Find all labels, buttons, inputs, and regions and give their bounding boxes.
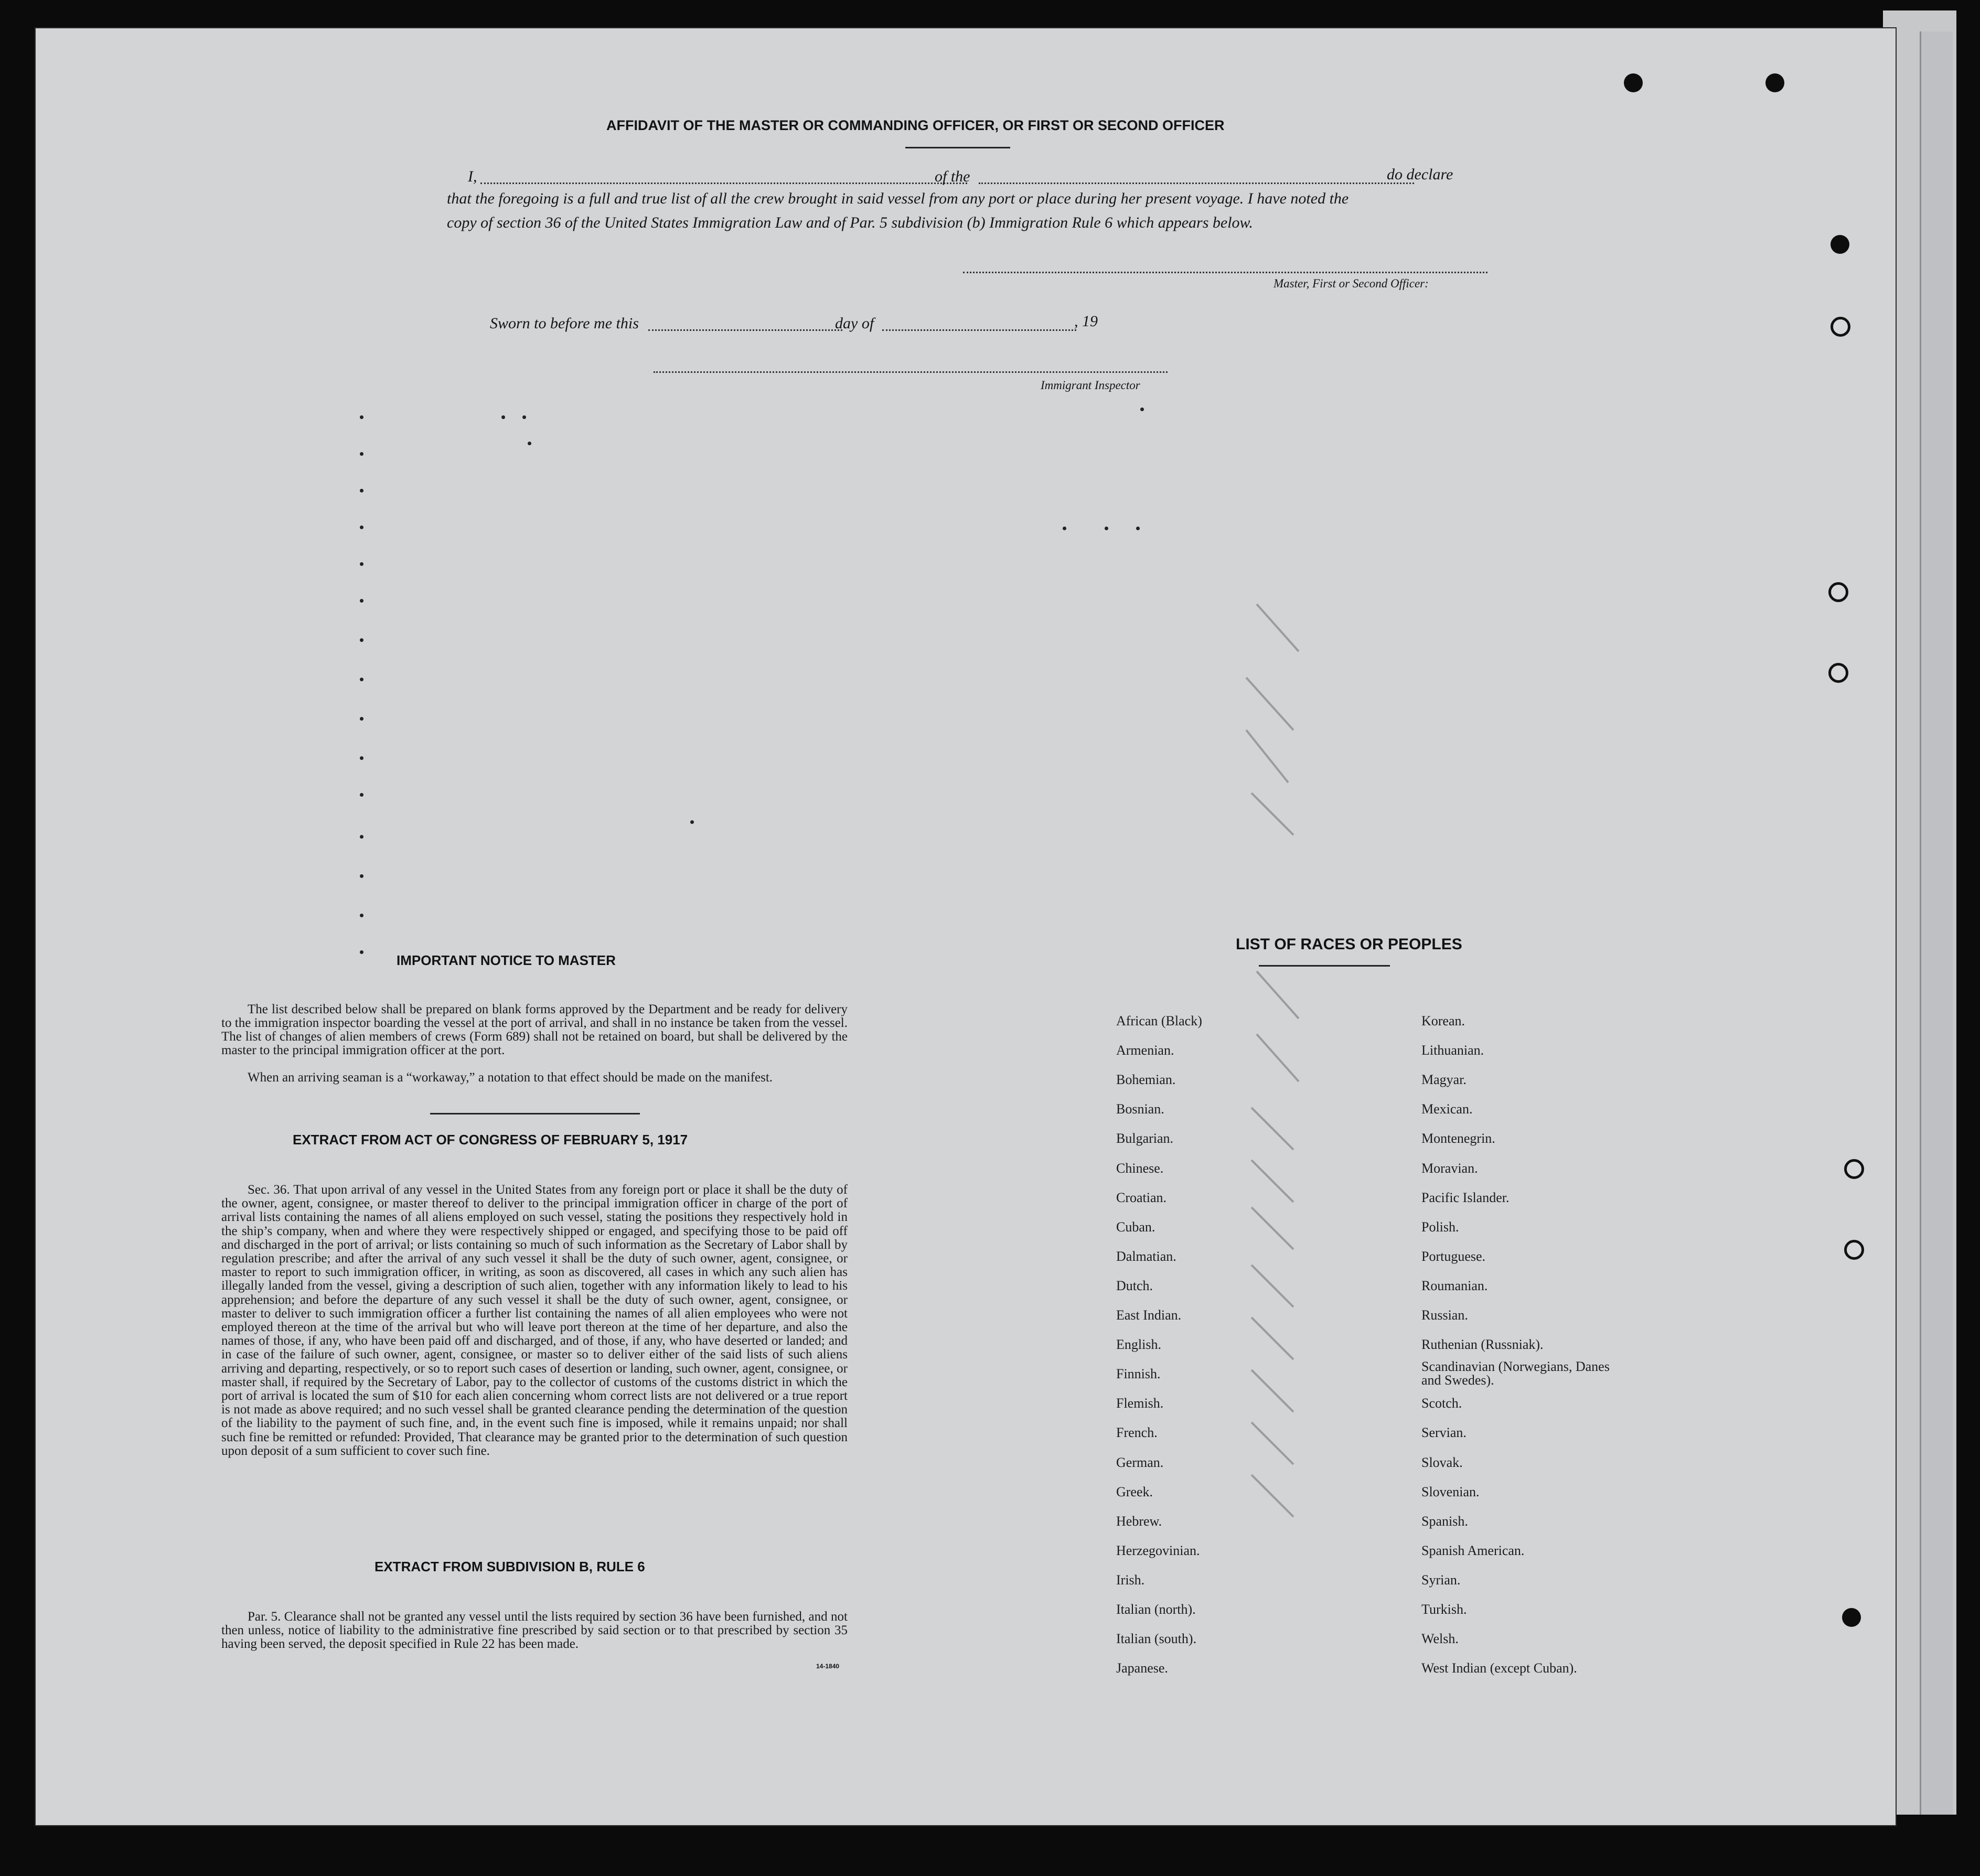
race-item: Pacific Islander.	[1421, 1190, 1510, 1205]
act-title: EXTRACT FROM ACT OF CONGRESS OF FEBRUARY 5, 1917	[293, 1132, 688, 1148]
race-item: Dalmatian.	[1116, 1249, 1176, 1264]
bleed-mark	[360, 599, 363, 603]
race-item: Montenegrin.	[1421, 1131, 1495, 1146]
binder-hole	[1765, 73, 1784, 92]
sworn-end: , 19	[1074, 313, 1098, 330]
race-item: Cuban.	[1116, 1219, 1155, 1235]
race-item: Hebrew.	[1116, 1514, 1162, 1529]
bleed-mark	[501, 415, 505, 419]
document-page	[35, 27, 1897, 1826]
race-item: Mexican.	[1421, 1101, 1473, 1117]
form-number: 14-1840	[816, 1663, 840, 1670]
bleed-mark	[360, 874, 363, 878]
race-item: Syrian.	[1421, 1572, 1461, 1588]
affidavit-line1-end: do declare	[1387, 166, 1453, 183]
bleed-mark	[1136, 527, 1140, 530]
sworn-mid: day of	[835, 315, 874, 332]
race-item: Servian.	[1421, 1425, 1467, 1440]
bleed-mark	[360, 835, 363, 839]
bleed-mark	[360, 452, 363, 456]
race-item: Moravian.	[1421, 1161, 1478, 1176]
bleed-mark	[1105, 527, 1108, 530]
bleed-mark	[360, 793, 363, 797]
race-item: Welsh.	[1421, 1631, 1459, 1646]
race-item: Bosnian.	[1116, 1101, 1164, 1117]
notice-title: IMPORTANT NOTICE TO MASTER	[397, 952, 616, 968]
signature-label: Master, First or Second Officer:	[1273, 277, 1429, 290]
signature-line[interactable]	[963, 272, 1487, 273]
race-item: Italian (south).	[1116, 1631, 1197, 1646]
binder-hole	[1842, 1608, 1861, 1627]
race-item: Korean.	[1421, 1013, 1465, 1028]
race-item: Flemish.	[1116, 1396, 1164, 1411]
race-item: Greek.	[1116, 1484, 1153, 1499]
vessel-name-field[interactable]	[979, 183, 1414, 184]
race-item: English.	[1116, 1337, 1161, 1352]
binder-hole	[1624, 73, 1643, 92]
race-item: Spanish.	[1421, 1514, 1468, 1529]
race-item: Italian (north).	[1116, 1602, 1196, 1617]
race-item: Irish.	[1116, 1572, 1145, 1588]
race-item: Polish.	[1421, 1219, 1459, 1235]
binder-hole	[1844, 1240, 1864, 1260]
race-item: Herzegovinian.	[1116, 1543, 1200, 1558]
notice-para2: When an arriving seaman is a “workaway,” a notation to that effect should be made on the manifest.	[248, 1070, 773, 1085]
race-item: Dutch.	[1116, 1278, 1153, 1293]
bleed-mark	[360, 678, 363, 681]
affidavit-line3: copy of section 36 of the United States Immigration Law and of Par. 5 subdivision (b) Immigration Rule 6 which appears below.	[447, 214, 1253, 231]
race-item: French.	[1116, 1425, 1158, 1440]
underlying-page-edge-inner	[1920, 31, 1953, 1815]
race-item: Chinese.	[1116, 1161, 1164, 1176]
bleed-mark	[360, 489, 363, 492]
race-item: Spanish American.	[1421, 1543, 1525, 1558]
races-title: LIST OF RACES OR PEOPLES	[1236, 936, 1462, 953]
bleed-mark	[360, 562, 363, 566]
race-item: West Indian (except Cuban).	[1421, 1660, 1577, 1676]
binder-hole	[1831, 317, 1850, 337]
bleed-mark	[360, 914, 363, 917]
race-item: Bulgarian.	[1116, 1131, 1174, 1146]
binder-hole	[1844, 1159, 1864, 1179]
race-item: Slovenian.	[1421, 1484, 1480, 1499]
bleed-mark	[690, 820, 694, 824]
affidavit-line1-mid: of the	[935, 168, 970, 185]
race-item: Bohemian.	[1116, 1072, 1176, 1087]
bleed-mark	[360, 756, 363, 760]
race-item: German.	[1116, 1455, 1164, 1470]
race-item: Portuguese.	[1421, 1249, 1486, 1264]
rule6-text: Par. 5. Clearance shall not be granted any vessel until the lists required by section 36 have been furnished, and not then unless, notice of liability to the administrative fine prescribed by said section or to that prescribed by section 35 having been served, the deposit specified in Rule 22 has been made.	[221, 1610, 848, 1651]
race-item: Slovak.	[1421, 1455, 1463, 1470]
bleed-mark	[1140, 408, 1144, 411]
pencil-strokes	[1236, 594, 1320, 1601]
sworn-month-field[interactable]	[882, 329, 1076, 331]
affidavit-line1-start: I,	[468, 168, 477, 185]
race-item: Ruthenian (Russniak).	[1421, 1337, 1544, 1352]
affidavit-title-rule	[905, 147, 1010, 148]
act-text: Sec. 36. That upon arrival of any vessel in the United States from any foreign port or place it shall be the duty of the owner, agent, consignee, or master thereof to deliver to the principal immigration officer in charge of the port of arrival lists containing the names of all aliens employed on such vessel, stating the positions they respectively hold in the ship’s company, when and where they were respectively shipped or engaged, and specifying those to be paid off and discharged in the port of arrival; or lists containing so much of such information as the Secretary of Labor shall by regulation prescribe; and after the arrival of any such vessel it shall be the duty of such owner, agent, consignee, or master to report to such immigration officer, in writing, as soon as discovered, all cases in which any such alien has illegally landed from the vessel, giving a description of such alien, together with any information likely to lead to his apprehension; and before the departure of any such vessel it shall be the duty of such owner, agent, consignee, or master to deliver to such immigration officer a further list containing the names of all alien employees who were not employed thereon at the time of the arrival but who will leave port thereon at the time of her departure, and also the names of those, if any, who have been paid off and discharged, and of those, if any, who have deserted or landed; and in case of the failure of such owner, agent, consignee, or master so to deliver either of the said lists of such aliens arriving and departing, respectively, or so to report such cases of desertion or landing, such owner, agent, consignee, or master shall, if required by the Secretary of Labor, pay to the collector of customs of the customs district in which the port of arrival is located the sum of $10 for each alien concerning whom correct lists are not delivered or a true report is not made as above required; and no such vessel shall be granted clearance pending the determination of the question of the liability to the payment of such fine, and, in the event such fine is imposed, while it remains unpaid; nor shall such fine be remitted or refunded: Provided, That clearance may be granted prior to the determination of such question upon deposit of a sum sufficient to cover such fine.	[221, 1183, 848, 1458]
bleed-mark	[522, 415, 526, 419]
sworn-day-field[interactable]	[648, 329, 842, 331]
bleed-mark	[360, 638, 363, 642]
master-name-field[interactable]	[480, 183, 967, 184]
race-item: Turkish.	[1421, 1602, 1467, 1617]
bleed-mark	[360, 526, 363, 529]
notice-para1: The list described below shall be prepared on blank forms approved by the Department and be ready for delivery to the immigration inspector boarding the vessel at the port of arrival, and shall in no instance be taken from the vessel. The list of changes of alien members of crews (Form 689) shall not be retained on board, but shall be delivered by the master to the principal immigration officer at the port.	[221, 1002, 848, 1057]
inspector-label: Immigrant Inspector	[1041, 379, 1140, 392]
binder-hole	[1828, 663, 1848, 683]
inspector-signature-line[interactable]	[654, 371, 1168, 373]
bleed-mark	[360, 717, 363, 721]
affidavit-title: AFFIDAVIT OF THE MASTER OR COMMANDING OFFICER, OR FIRST OR SECOND OFFICER	[606, 117, 1225, 133]
race-item: Scotch.	[1421, 1396, 1462, 1411]
rule6-title: EXTRACT FROM SUBDIVISION B, RULE 6	[374, 1559, 645, 1574]
notice-divider	[430, 1113, 640, 1114]
race-item: Russian.	[1421, 1307, 1468, 1323]
binder-hole	[1831, 235, 1849, 254]
race-item: Finnish.	[1116, 1366, 1161, 1381]
race-item: Japanese.	[1116, 1660, 1168, 1676]
binder-hole	[1828, 582, 1848, 602]
race-item: African (Black)	[1116, 1013, 1202, 1028]
race-item: Armenian.	[1116, 1043, 1174, 1058]
bleed-mark	[1063, 527, 1066, 530]
race-item: Croatian.	[1116, 1190, 1167, 1205]
affidavit-line2: that the foregoing is a full and true list of all the crew brought in said vessel from any port or place during her present voyage. I have noted the	[447, 190, 1349, 207]
sworn-start: Sworn to before me this	[490, 315, 639, 332]
race-item: Roumanian.	[1421, 1278, 1488, 1293]
race-item: Lithuanian.	[1421, 1043, 1484, 1058]
race-item: Scandinavian (Norwegians, Danes and Swedes).	[1421, 1359, 1610, 1388]
bleed-mark	[360, 950, 363, 954]
race-item: East Indian.	[1116, 1307, 1182, 1323]
race-item: Magyar.	[1421, 1072, 1467, 1087]
bleed-mark	[360, 415, 363, 419]
bleed-mark	[528, 442, 531, 445]
